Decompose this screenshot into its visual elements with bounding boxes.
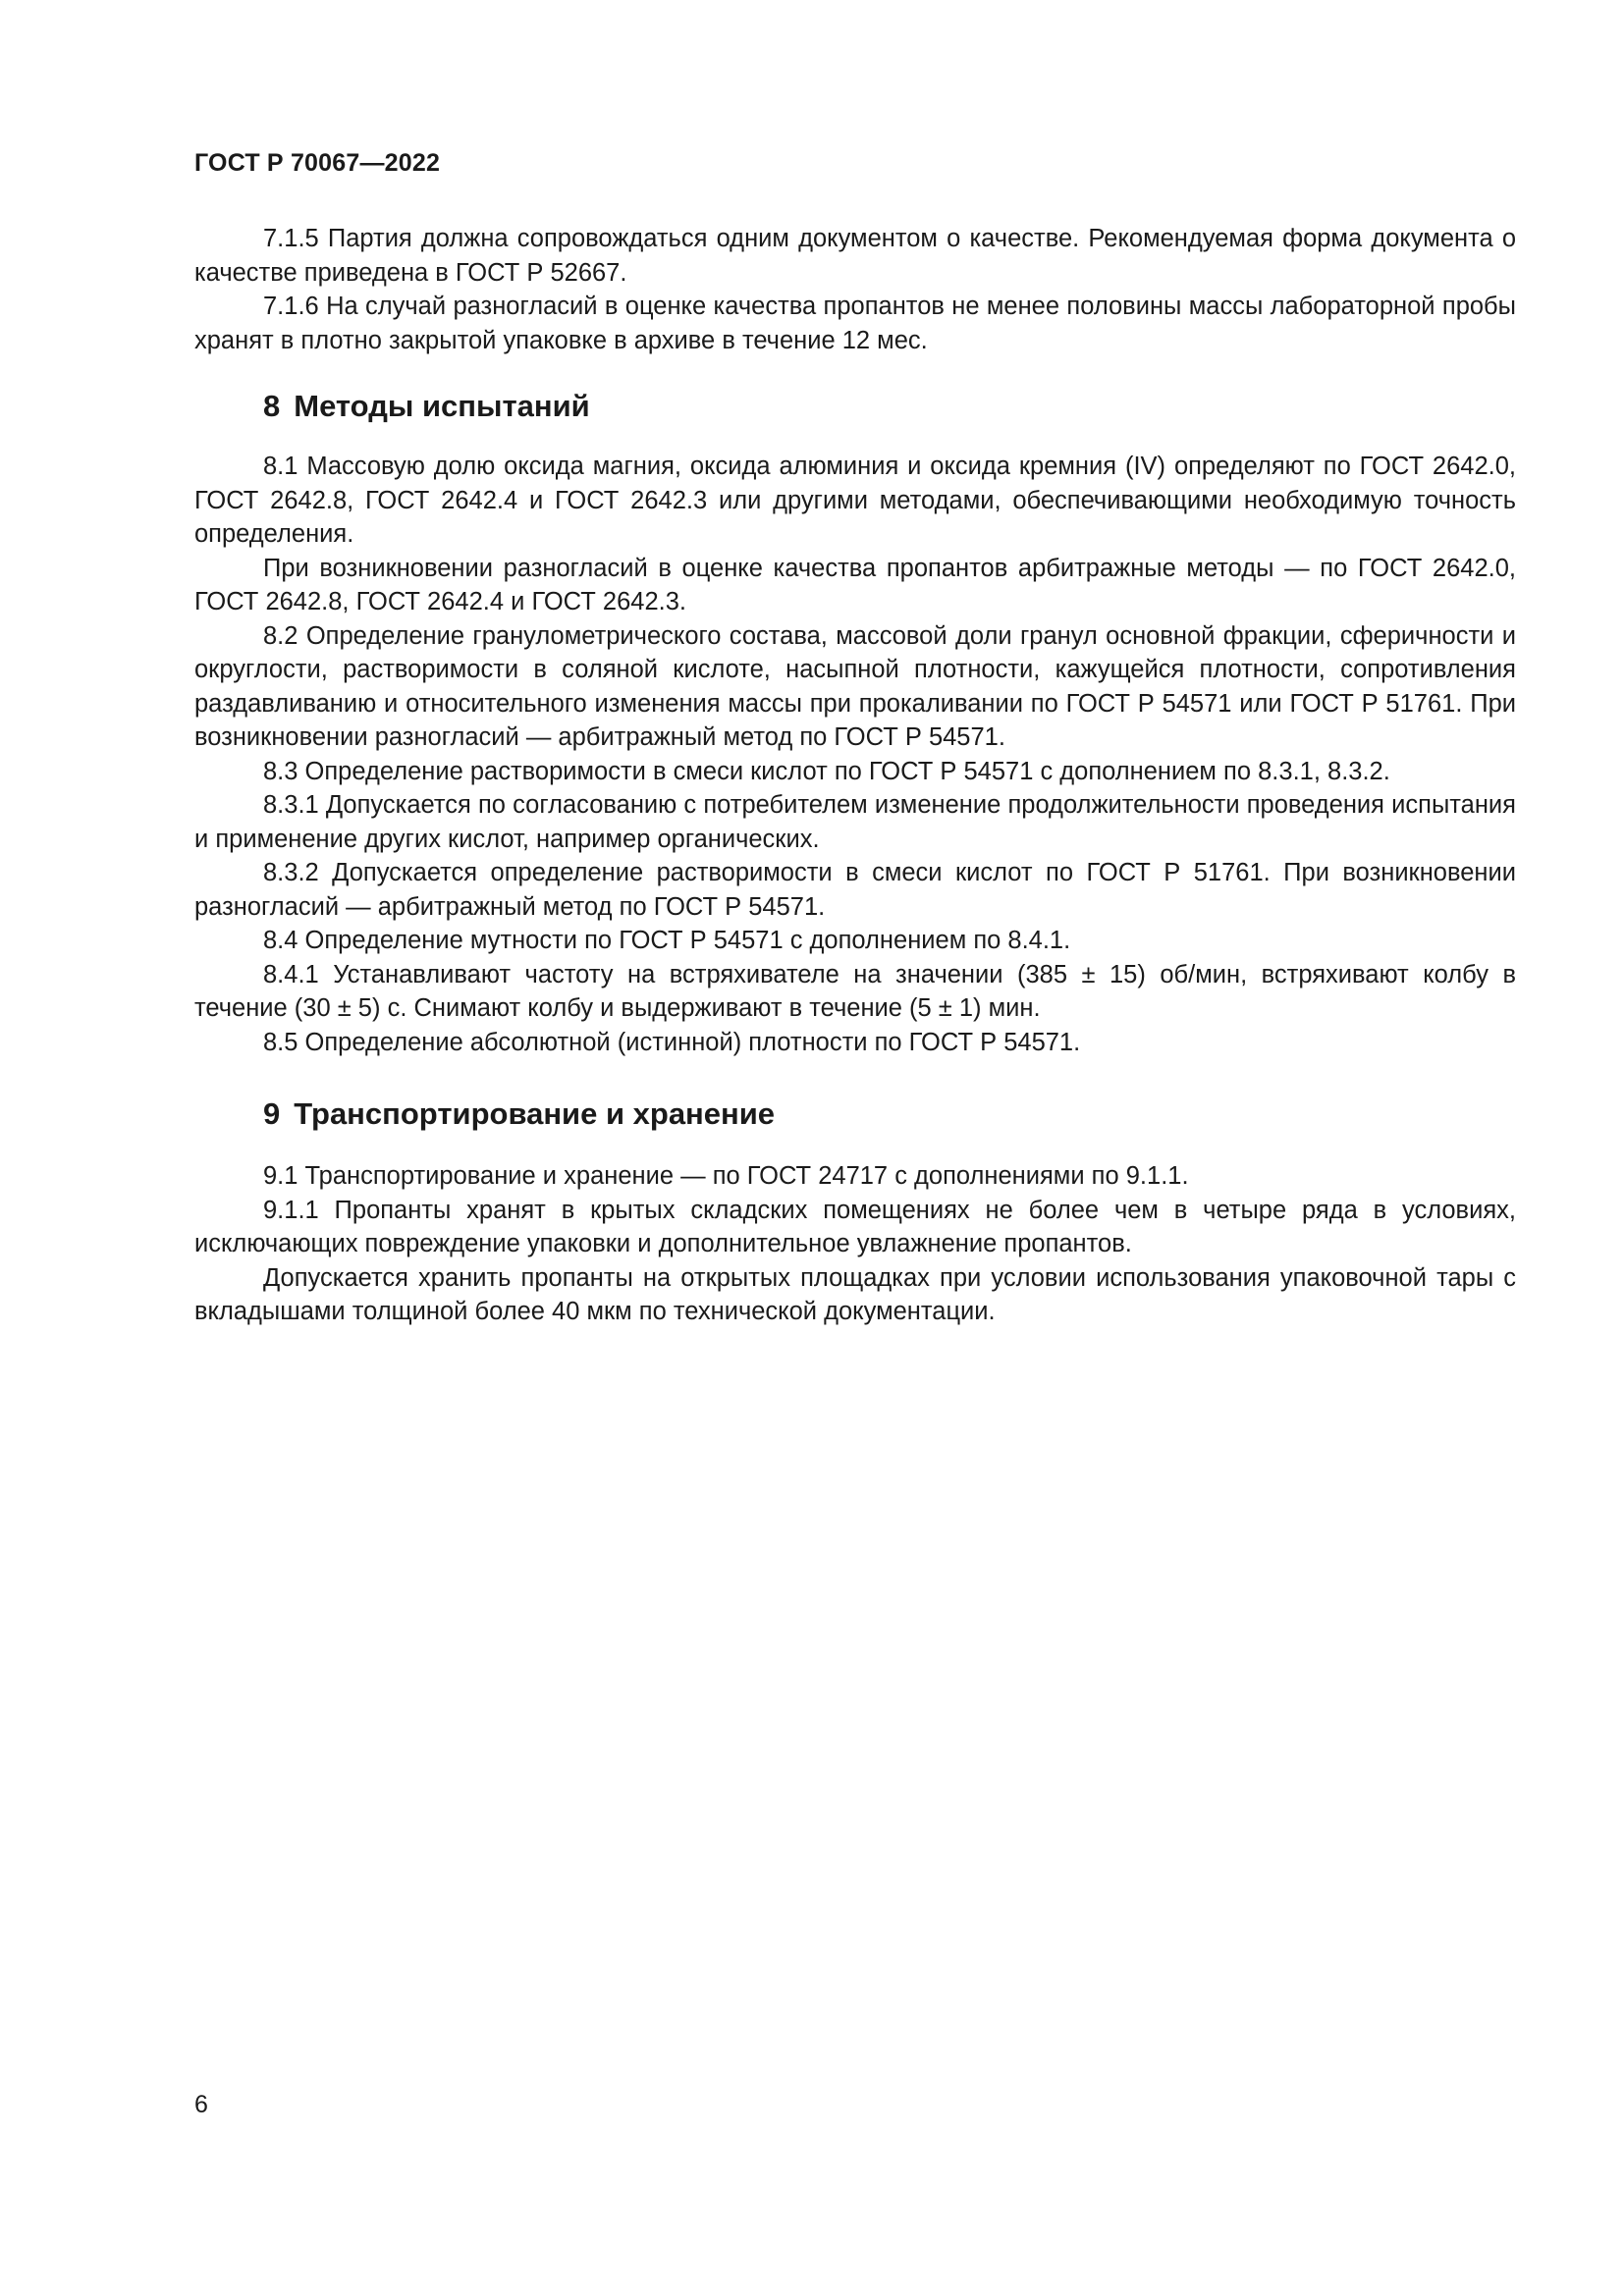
paragraph-8-3-2: 8.3.2 Допускается определение растворимости в смеси кислот по ГОСТ Р 51761. При возникновении разногласий — арбитражный метод по ГОСТ Р 54571. [194,859,1516,921]
paragraph-8-4-1: 8.4.1 Устанавливают частоту на встряхивателе на значении (385 ± 15) об/мин, встряхивают колбу в течение (30 ± 5) с. Снимают колбу и выдерживают в течение (5 ± 1) мин. [194,960,1516,1022]
paragraph-8-1-arbitration: При возникновении разногласий в оценке качества пропантов арбитражные методы — по ГОСТ 2642.0, ГОСТ 2642.8, ГОСТ 2642.4 и ГОСТ 2642.3. [194,554,1516,615]
paragraph-8-1: 8.1 Массовую долю оксида магния, оксида алюминия и оксида кремния (IV) определяют по ГОСТ 2642.0, ГОСТ 2642.8, ГОСТ 2642.4 и ГОСТ 2642.3 или другими методами, обеспечивающими необходимую точность определения. [194,453,1516,548]
paragraph-7-1-5: 7.1.5 Партия должна сопровождаться одним документом о качестве. Рекомендуемая форма документа о качестве приведена в ГОСТ Р 52667. [194,225,1516,287]
page-number: 6 [194,2091,208,2118]
section-9-heading [194,1095,1516,1134]
paragraph-8-4: 8.4 Определение мутности по ГОСТ Р 54571 с дополнением по 8.4.1. [263,927,1071,954]
paragraph-8-2: 8.2 Определение гранулометрического состава, массовой доли гранул основной фракции, сферичности и округлости, растворимости в соляной кислоте, насыпной плотности, кажущейся плотности, сопротивления раздавливанию и относительного изменения массы при прокаливании по ГОСТ Р 54571 или ГОСТ Р 51761. При возникновении разногласий — арбитражный метод по ГОСТ Р 54571. [194,621,1516,751]
section-9-number: 9 [263,1096,281,1131]
paragraph-8-3-1: 8.3.1 Допускается по согласованию с потребителем изменение продолжительности проведения испытания и применение других кислот, например органических. [194,791,1516,853]
paragraph-9-1-1: 9.1.1 Пропанты хранят в крытых складских помещениях не более чем в четыре ряда в условиях, исключающих повреждение упаковки и дополнительное увлажнение пропантов. [194,1196,1516,1257]
page-content [194,222,1516,1329]
paragraph-7-1-6: 7.1.6 На случай разногласий в оценке качества пропантов не менее половины массы лабораторной пробы хранят в плотно закрытой упаковке в архиве в течение 12 мес. [194,293,1516,354]
section-8-number: 8 [263,389,281,423]
paragraph-9-1-1-open-storage: Допускается хранить пропанты на открытых площадках при условии использования упаковочной тары с вкладышами толщиной более 40 мкм по технической документации. [194,1263,1516,1325]
section-9-title: Транспортирование и хранение [294,1096,776,1131]
paragraph-8-5: 8.5 Определение абсолютной (истинной) плотности по ГОСТ Р 54571. [263,1028,1081,1056]
document-code-header: ГОСТ Р 70067—2022 [194,149,441,177]
paragraph-9-1: 9.1 Транспортирование и хранение — по ГОСТ 24717 с дополнениями по 9.1.1. [263,1162,1189,1190]
section-8-heading [194,387,1516,426]
paragraph-8-3: 8.3 Определение растворимости в смеси кислот по ГОСТ Р 54571 с дополнением по 8.3.1, 8.3.2. [263,757,1390,785]
section-8-title: Методы испытаний [294,389,590,423]
